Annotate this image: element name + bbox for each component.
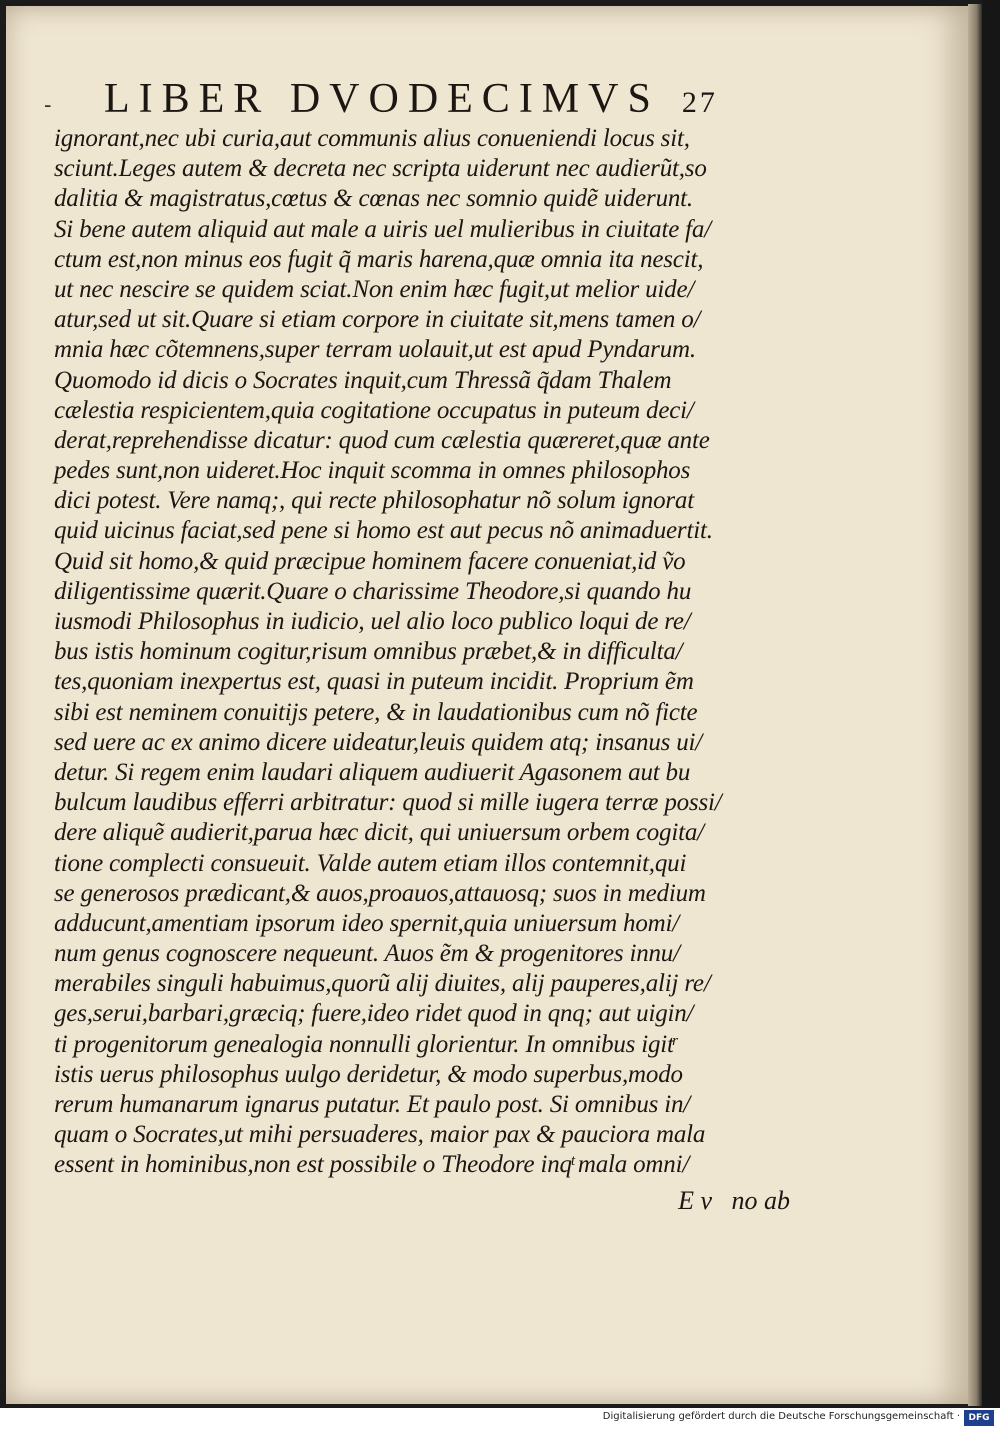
text-line: mnia hæc cõtemnens,super terram uolauit,ut est apud Pyndarum. — [54, 336, 696, 364]
text-line: detur. Si regem enim laudari aliquem audiuerit Agasonem aut bu — [54, 758, 691, 786]
text-line: sed uere ac ex animo dicere uideatur,leuis quidem atq; insanus ui/ — [54, 728, 703, 756]
text-line: pedes sunt,non uideret.Hoc inquit scomma in omnes philosophos — [54, 457, 691, 485]
text-line: Quomodo id dicis o Socrates inquit,cum Thressã q̃dam Thalem — [54, 366, 672, 394]
running-head — [44, 76, 784, 122]
digitization-credit-bar — [0, 1408, 1000, 1430]
text-line: sibi est neminem conuitijs petere, & in laudationibus cum nõ ficte — [54, 698, 698, 726]
text-line: dere aliquẽ audierit,parua hæc dicit, qui uniuersum orbem cogita/ — [54, 819, 704, 847]
text-line: ges,serui,barbari,græciq; fuere,ideo ridet quod in qnq; aut uigin/ — [54, 1000, 694, 1028]
text-line: quam o Socrates,ut mihi persuaderes, maior pax & pauciora mala — [54, 1121, 706, 1149]
text-line: cælestia respicientem,quia cogitatione occupatus in puteum deci/ — [54, 396, 694, 424]
catchword: E v no ab — [678, 1186, 790, 1215]
text-line: ti progenitorum genealogia nonnulli glorientur. In omnibus igitͬ — [54, 1030, 674, 1058]
text-line: Si bene autem aliquid aut male a uiris uel mulieribus in ciuitate fa/ — [54, 215, 711, 243]
text-line: diligentissime quærit.Quare o charissime Theodore,si quando hu — [54, 577, 692, 605]
page-number: 27 — [681, 86, 718, 119]
binding-shadow — [982, 0, 1000, 1408]
text-line: merabiles singuli habuimus,quorũ alij diuites, alij pauperes,alij re/ — [54, 970, 711, 998]
text-line: ut nec nescire se quidem sciat.Non enim hæc fugit,ut melior uide/ — [54, 275, 695, 303]
text-line: tes,quoniam inexpertus est, quasi in puteum incidit. Proprium ẽm — [54, 668, 694, 696]
text-line: num genus cognoscere nequeunt. Auos ẽm & progenitores innu/ — [54, 940, 680, 968]
text-line: essent in hominibus,non est possibile o Theodore inqͭ mala omni/ — [54, 1151, 690, 1179]
text-line: dalitia & magistratus,cœtus & cœnas nec somnio quidẽ uiderunt. — [54, 185, 693, 213]
text-line: ignorant,nec ubi curia,aut communis alius conueniendi locus sit, — [54, 125, 690, 152]
text-line: derat,reprehendisse dicatur: quod cum cælestia quæreret,quæ ante — [54, 426, 710, 454]
text-line: tione complecti consueuit. Valde autem etiam illos contemnit,qui — [54, 849, 687, 877]
text-line: quid uicinus faciat,sed pene si homo est aut pecus nõ animaduertit. — [54, 517, 713, 545]
text-line: Quid sit homo,& quid præcipue hominem facere conueniat,id ṽo — [54, 547, 686, 575]
text-line: bus istis hominum cogitur,risum omnibus præbet,& in difficulta/ — [54, 638, 683, 666]
running-head-mark: - — [44, 93, 54, 118]
text-line: ctum est,non minus eos fugit q̃ maris harena,quæ omnia ita nescit, — [54, 245, 704, 273]
text-line: dici potest. Vere namq;, qui recte philosophatur nõ solum ignorat — [54, 487, 694, 515]
dfg-logo-icon: DFG — [964, 1410, 994, 1426]
text-line: rerum humanarum ignarus putatur. Et paulo post. Si omnibus in/ — [54, 1091, 691, 1118]
text-line: sciunt.Leges autem & decreta nec scripta uiderunt nec audierũt,so — [54, 155, 707, 183]
text-line: se generosos prædicant,& auos,proauos,attauosq; suos in medium — [54, 879, 706, 907]
text-line: atur,sed ut sit.Quare si etiam corpore in ciuitate sit,mens tamen o/ — [54, 306, 701, 334]
text-line: adducunt,amentiam ipsorum ideo spernit,quia uniuersum homi/ — [54, 909, 679, 937]
page-edge — [968, 4, 982, 1406]
text-line: istis uerus philosophus uulgo deridetur, & modo superbus,modo — [54, 1060, 683, 1088]
running-head-title: LIBER DVODECIMVS — [104, 76, 660, 122]
text-line: iusmodi Philosophus in iudicio, uel alio loco publico loqui de re/ — [54, 608, 691, 635]
text-line: bulcum laudibus efferri arbitratur: quod si mille iugera terræ possi/ — [54, 789, 722, 817]
digitization-credit: Digitalisierung gefördert durch die Deutsche Forschungsgemeinschaft · — [602, 1411, 960, 1422]
body-text — [54, 124, 794, 1181]
